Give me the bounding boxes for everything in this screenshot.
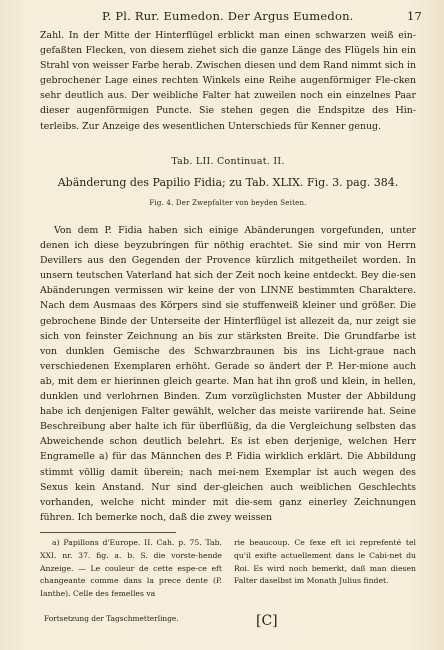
footnote-left-text: a) Papillons d'Europe. II. Cah. p. 75. Tab. XXI. nr. 37. fig. a. b. S. die vorste-hende Anzeige. — Le couleur de cette espe-ce eft changeante comme dans la prece dente (P. Ianthe). Celle des femelles va	[40, 538, 222, 599]
footnote-column-left	[40, 537, 222, 601]
signature-mark: [C]	[256, 613, 278, 629]
table-heading: Tab. LII. Continuat. II.	[171, 156, 285, 167]
figure-caption: Fig. 4. Der Zwepfalter von beyden Seiten.	[149, 199, 307, 207]
section-title: Abänderung des Papilio Fidia; zu Tab. XLIX. Fig. 3. pag. 384.	[57, 176, 399, 189]
catchword: Fortsetzung der Tagschmetterlinge.	[44, 614, 179, 623]
running-title: P. Pl. Rur. Eumedon. Der Argus Eumedon.	[102, 9, 354, 23]
body-text-block	[40, 223, 416, 525]
footnote-rule	[40, 532, 176, 533]
intro-paragraph: Zahl. In der Mitte der Hinterflügel erblickt man einen schwarzen weiß ein-gefaßten Flecken, von diesem ziehet sich die ganze Länge des Flügels hin ein Strahl von weisser Farbe herab. Zwischen diesen und dem Rand nimmt sich in gebrochener Lage eines rechten Winkels eine Reihe augenförmiger Fle-cken sehr deutlich aus. Der weibliche Falter hat zuweilen noch ein einzelnes Paar dieser augenförmigen Puncte. Sie stehen gegen die Endspitze des Hin-terleibs. Zur Anzeige des wesentlichen Unterschieds für Kenner genug.	[40, 30, 416, 132]
body-paragraph: Von dem P. Fidia haben sich einige Abänderungen vorgefunden, unter denen ich diese beyzubringen für nöthig erachtet. Sie sind mir von Herrn Devillers aus den Gegenden der Provence kürzlich mitgetheilet worden. In unsern teutschen Vaterland hat sich der Zeit noch keine entdeckt. Bey die-sen Abänderungen vermissen wir keine der von LINNE bestimmten Charaktere. Nach dem Ausmaas des Körpers sind sie stuffenweiß kleiner und größer. Die gebrochene Binde der Unterseite der Hinterflügel ist allezeit da, nur zeigt sie sich von feinster Zeichnung an bis zur stärksten Breite. Die Grundfarbe ist von dunklen Gemische des Schwarzbraunen bis ins Licht-graue nach verschiedenen Exemplaren erhöht. Gerade so ändert der P. Her-mione auch ab, mit dem er hierinnen gleich gearte. Man hat ihn groß und klein, in hellen, dunklen und verlohrnen Binden. Zum vorzüglichsten Muster der Abbildung habe ich denjenigen Falter gewählt, welcher das meiste variirende hat. Seine Beschreibung aber halte ich für überflüßig, da die Vergleichung selbsten das Abweichende schon deutlich belehrt. Es ist eben derjenige, welchen Herr Engramelle a) für das Männchen des P. Fidia wirklich erklärt. Die Abbildung stimmt völlig damit überein; nach mei-nem Exemplar ist auch wegen des Sexus kein Anstand. Nur sind der-gleichen auch weiblichen Geschlechts vorhanden, welche nicht minder mit die-sem ganz einerley Zeichnungen führen. Ich bemerke noch, daß die zwey weissen	[40, 225, 416, 523]
footnote-column-right	[234, 537, 416, 588]
page-number: 17	[406, 9, 422, 23]
intro-text-block	[40, 28, 416, 134]
footnote-right-text: rie beaucoup. Ce fexe eft ici reprefenté tel qu'il exifte actuellement dans le Cabi-net du Roi. Es wird noch bemerkt, daß man diesen Falter daselbst im Monath Julius findet.	[234, 538, 416, 586]
